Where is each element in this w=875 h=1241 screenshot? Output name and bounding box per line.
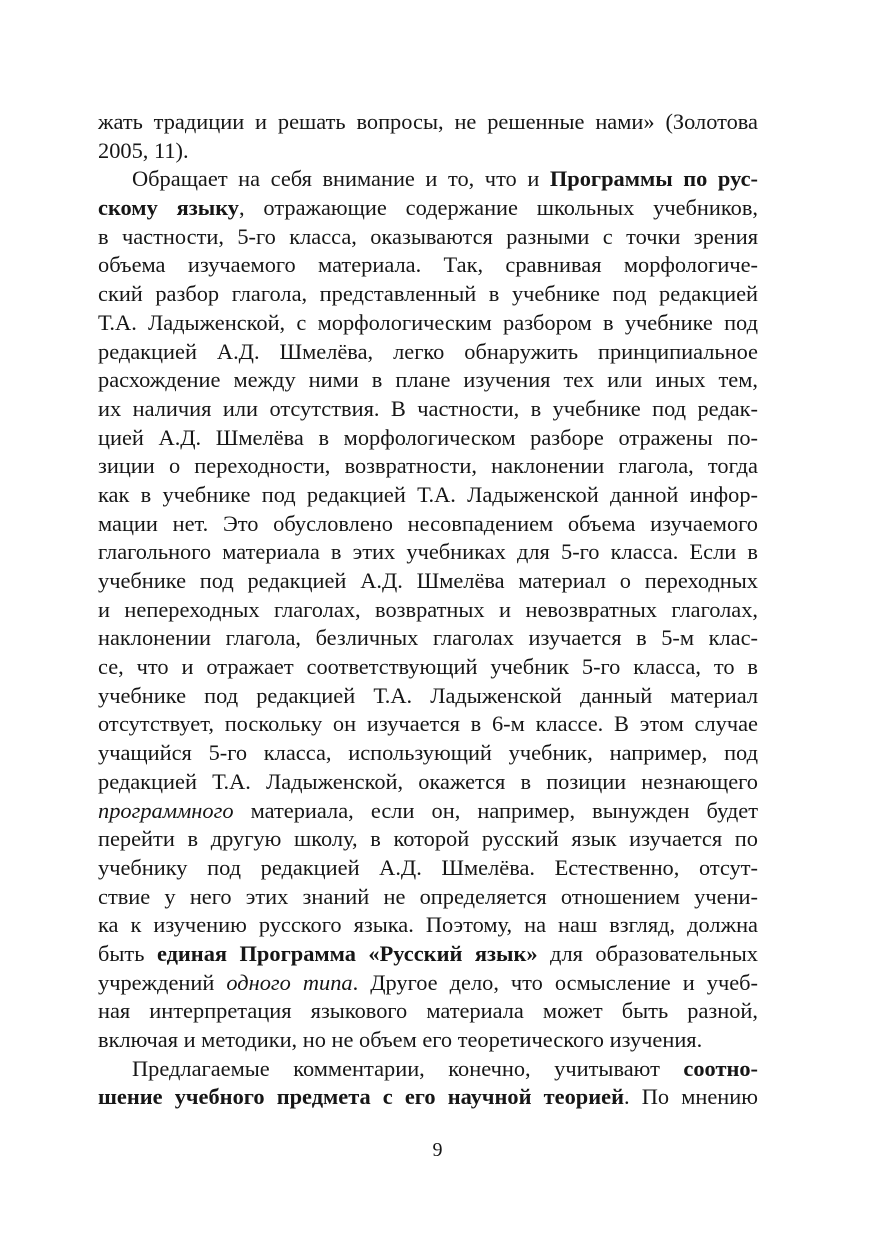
text-line: 2005, 11).	[98, 137, 189, 163]
text-line: Т.А. Ладыженской, с морфологическим разбором в учебнике под	[98, 309, 758, 335]
text-line: отсутствует, поскольку он изучается в 6-м классе. В этом случае	[98, 711, 758, 737]
text-line: учебнике под редакцией Т.А. Ладыженской данный материал	[98, 682, 758, 708]
text-line: Предлагаемые комментарии, конечно, учитывают соотно-	[132, 1055, 758, 1081]
text-line: редакцией А.Д. Шмелёва, легко обнаружить принципиальное	[98, 338, 758, 364]
text-line: наклонении глагола, безличных глаголах изучается в 5-м клас-	[98, 625, 758, 651]
bold-term: соотно-	[683, 1055, 758, 1081]
text-line: учащийся 5-го класса, использующий учебник, например, под	[98, 740, 758, 766]
text-line: учебнике под редакцией А.Д. Шмелёва материал о переходных	[98, 568, 758, 593]
text-line: учебнику под редакцией А.Д. Шмелёва. Естественно, отсут-	[98, 854, 758, 880]
text-line: расхождение между ними в плане изучения тех или иных тем,	[98, 367, 758, 393]
italic-term: программного	[98, 797, 234, 823]
text-line: как в учебнике под редакцией Т.А. Ладыженской данной инфор-	[98, 481, 758, 507]
bold-term: скому языку	[98, 195, 239, 221]
text-line: мации нет. Это обусловлено несовпадением объема изучаемого	[98, 510, 758, 536]
text-line: в частности, 5-го класса, оказываются разными с точки зрения	[98, 223, 758, 249]
bold-term: единая Программа «Русский язык»	[156, 940, 538, 966]
body-text	[98, 108, 758, 1112]
text-line: и непереходных глаголах, возвратных и невозвратных глаголах,	[98, 596, 758, 622]
text-line: редакцией Т.А. Ладыженской, окажется в позиции незнающего	[98, 768, 758, 794]
text-line: глагольного материала в этих учебниках для 5-го класса. Если в	[98, 539, 758, 565]
bold-term: шение учебного предмета с его научной теорией	[98, 1084, 624, 1110]
bold-term: Программы по рус-	[549, 166, 758, 192]
text-line: включая и методики, но не объем его теоретического изучения.	[98, 1027, 703, 1052]
text-line: зиции о переходности, возвратности, наклонении глагола, тогда	[98, 453, 758, 479]
text-line: цией А.Д. Шмелёва в морфологическом разборе отражены по-	[98, 424, 758, 450]
text-line: учреждений одного типа. Другое дело, что осмысление и учеб-	[98, 969, 758, 995]
text-line: скому языку, отражающие содержание школьных учебников,	[98, 195, 758, 221]
text-line: их наличия или отсутствия. В частности, в учебнике под редак-	[98, 395, 758, 421]
text-line: шение учебного предмета с его научной теорией. По мнению	[98, 1084, 758, 1110]
text-line: объема изучаемого материала. Так, сравнивая морфологиче-	[98, 252, 758, 278]
text-line: ствие у него этих знаний не определяется отношением учени-	[98, 883, 758, 909]
text-line: жать традиции и решать вопросы, не решенные нами» (Золотова	[98, 109, 758, 134]
text-line: программного материала, если он, например, вынужден будет	[98, 797, 758, 823]
text-line: ная интерпретация языкового материала может быть разной,	[98, 998, 758, 1024]
text-line: Обращает на себя внимание и то, что и Программы по рус-	[132, 166, 758, 192]
text-line: ский разбор глагола, представленный в учебнике под редакцией	[98, 281, 758, 307]
italic-term: одного типа	[226, 969, 353, 995]
text-line: перейти в другую школу, в которой русский язык изучается по	[98, 826, 758, 852]
text-line: се, что и отражает соответствующий учебник 5-го класса, то в	[98, 654, 758, 680]
text-line: быть единая Программа «Русский язык» для образовательных	[98, 940, 759, 966]
text-line: ка к изучению русского языка. Поэтому, на наш взгляд, должна	[98, 912, 758, 938]
page-number: 9	[432, 1139, 443, 1161]
